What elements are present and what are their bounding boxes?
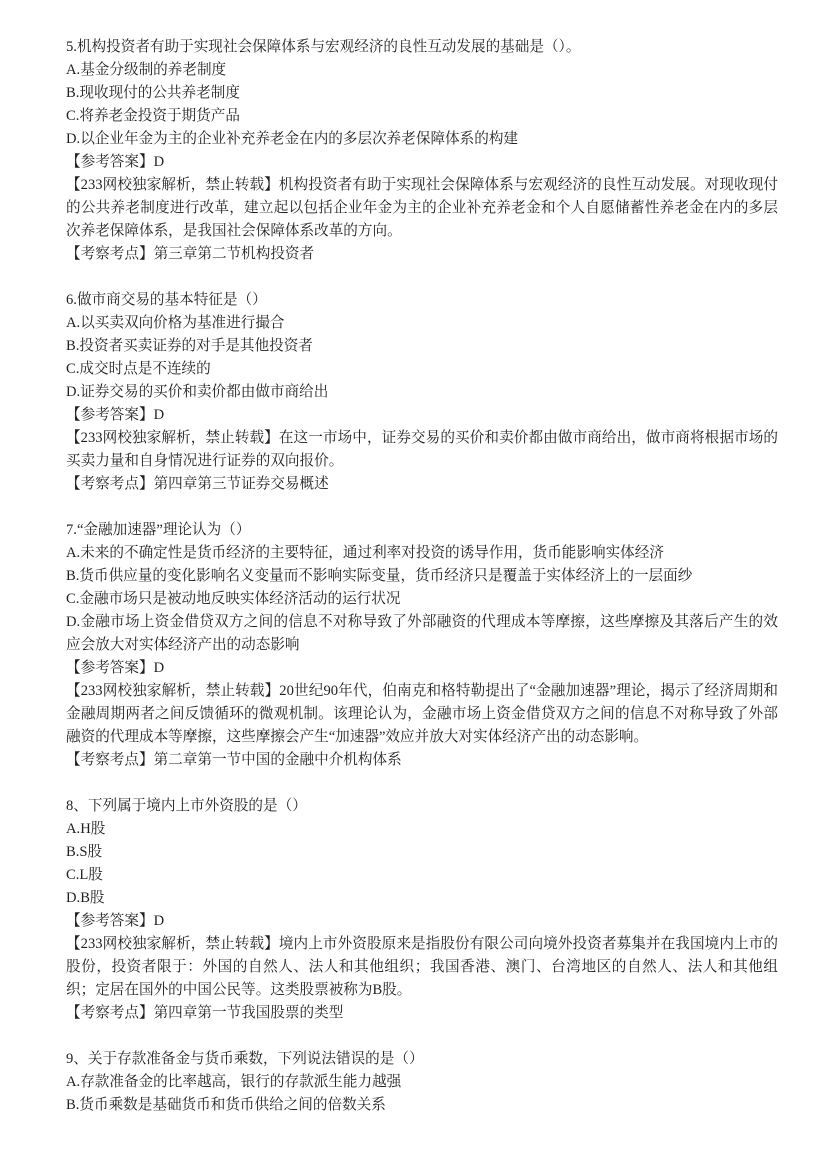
question-option: A.H股 — [66, 821, 106, 837]
question-option: C.L股 — [66, 867, 103, 883]
answer-line: 【参考答案】D — [66, 660, 165, 676]
question-stem: 9、关于存款准备金与货币乘数，下列说法错误的是（） — [66, 1051, 424, 1067]
exam-point-line: 【考察考点】第四章第一节我国股票的类型 — [66, 1005, 344, 1021]
question-list — [66, 36, 778, 1117]
question-option: B.货币乘数是基础货币和货币供给之间的倍数关系 — [66, 1097, 386, 1113]
question-block — [66, 36, 778, 266]
question-option: B.S股 — [66, 844, 103, 860]
question-option: A.以买卖双向价格为基准进行撮合 — [66, 315, 285, 331]
question-stem: 6.做市商交易的基本特征是（） — [66, 292, 267, 308]
analysis-line: 【233网校独家解析，禁止转载】20世纪90年代，伯南克和格特勒提出了“金融加速器”理论，揭示了经济周期和金融周期两者之间反馈循环的微观机制。该理论认为，金融市场上资金借贷双方之间的信息不对称导致了外部融资的代理成本等摩擦，这些摩擦会产生“加速器”效应并放大对实体经济产出的动态影响。 — [66, 683, 778, 745]
question-option: B.投资者买卖证券的对手是其他投资者 — [66, 338, 313, 354]
exam-point-line: 【考察考点】第四章第三节证券交易概述 — [66, 476, 329, 492]
answer-line: 【参考答案】D — [66, 154, 165, 170]
analysis-line: 【233网校独家解析，禁止转载】在这一市场中，证券交易的买价和卖价都由做市商给出，做市商将根据市场的买卖力量和自身情况进行证券的双向报价。 — [66, 430, 778, 469]
question-option: D.金融市场上资金借贷双方之间的信息不对称导致了外部融资的代理成本等摩擦，这些摩擦及其落后产生的效应会放大对实体经济产出的动态影响 — [66, 614, 778, 653]
question-option: D.B股 — [66, 890, 105, 906]
analysis-line: 【233网校独家解析，禁止转载】机构投资者有助于实现社会保障体系与宏观经济的良性互动发展。对现收现付的公共养老制度进行改革，建立起以包括企业年金为主的企业补充养老金和个人自愿储蓄性养老金在内的多层次养老保障体系，是我国社会保障体系改革的方向。 — [66, 177, 778, 239]
question-option: C.成交时点是不连续的 — [66, 361, 211, 377]
question-block — [66, 519, 778, 772]
question-option: D.证券交易的买价和卖价都由做市商给出 — [66, 384, 329, 400]
question-option: C.将养老金投资于期货产品 — [66, 108, 240, 124]
exam-point-line: 【考察考点】第二章第一节中国的金融中介机构体系 — [66, 752, 402, 768]
answer-line: 【参考答案】D — [66, 407, 165, 423]
question-option: A.存款准备金的比率越高，银行的存款派生能力越强 — [66, 1074, 402, 1090]
question-stem: 7.“金融加速器”理论认为（） — [66, 522, 251, 538]
question-block — [66, 795, 778, 1025]
question-option: C.金融市场只是被动地反映实体经济活动的运行状况 — [66, 591, 401, 607]
question-option: B.现收现付的公共养老制度 — [66, 85, 240, 101]
question-block — [66, 289, 778, 496]
answer-line: 【参考答案】D — [66, 913, 165, 929]
question-option: B.货币供应量的变化影响名义变量而不影响实际变量，货币经济只是覆盖于实体经济上的一层面纱 — [66, 568, 693, 584]
question-block — [66, 1048, 778, 1117]
question-option: D.以企业年金为主的企业补充养老金在内的多层次养老保障体系的构建 — [66, 131, 519, 147]
question-option: A.未来的不确定性是货币经济的主要特征，通过利率对投资的诱导作用，货币能影响实体经济 — [66, 545, 664, 561]
question-stem: 8、下列属于境内上市外资股的是（） — [66, 798, 307, 814]
analysis-line: 【233网校独家解析，禁止转载】境内上市外资股原来是指股份有限公司向境外投资者募集并在我国境内上市的股份，投资者限于：外国的自然人、法人和其他组织；我国香港、澳门、台湾地区的自然人、法人和其他组织；定居在国外的中国公民等。这类股票被称为B股。 — [66, 936, 778, 998]
question-option: A.基金分级制的养老制度 — [66, 62, 227, 78]
question-stem: 5.机构投资者有助于实现社会保障体系与宏观经济的良性互动发展的基础是（）。 — [66, 39, 581, 55]
exam-point-line: 【考察考点】第三章第二节机构投资者 — [66, 246, 315, 262]
